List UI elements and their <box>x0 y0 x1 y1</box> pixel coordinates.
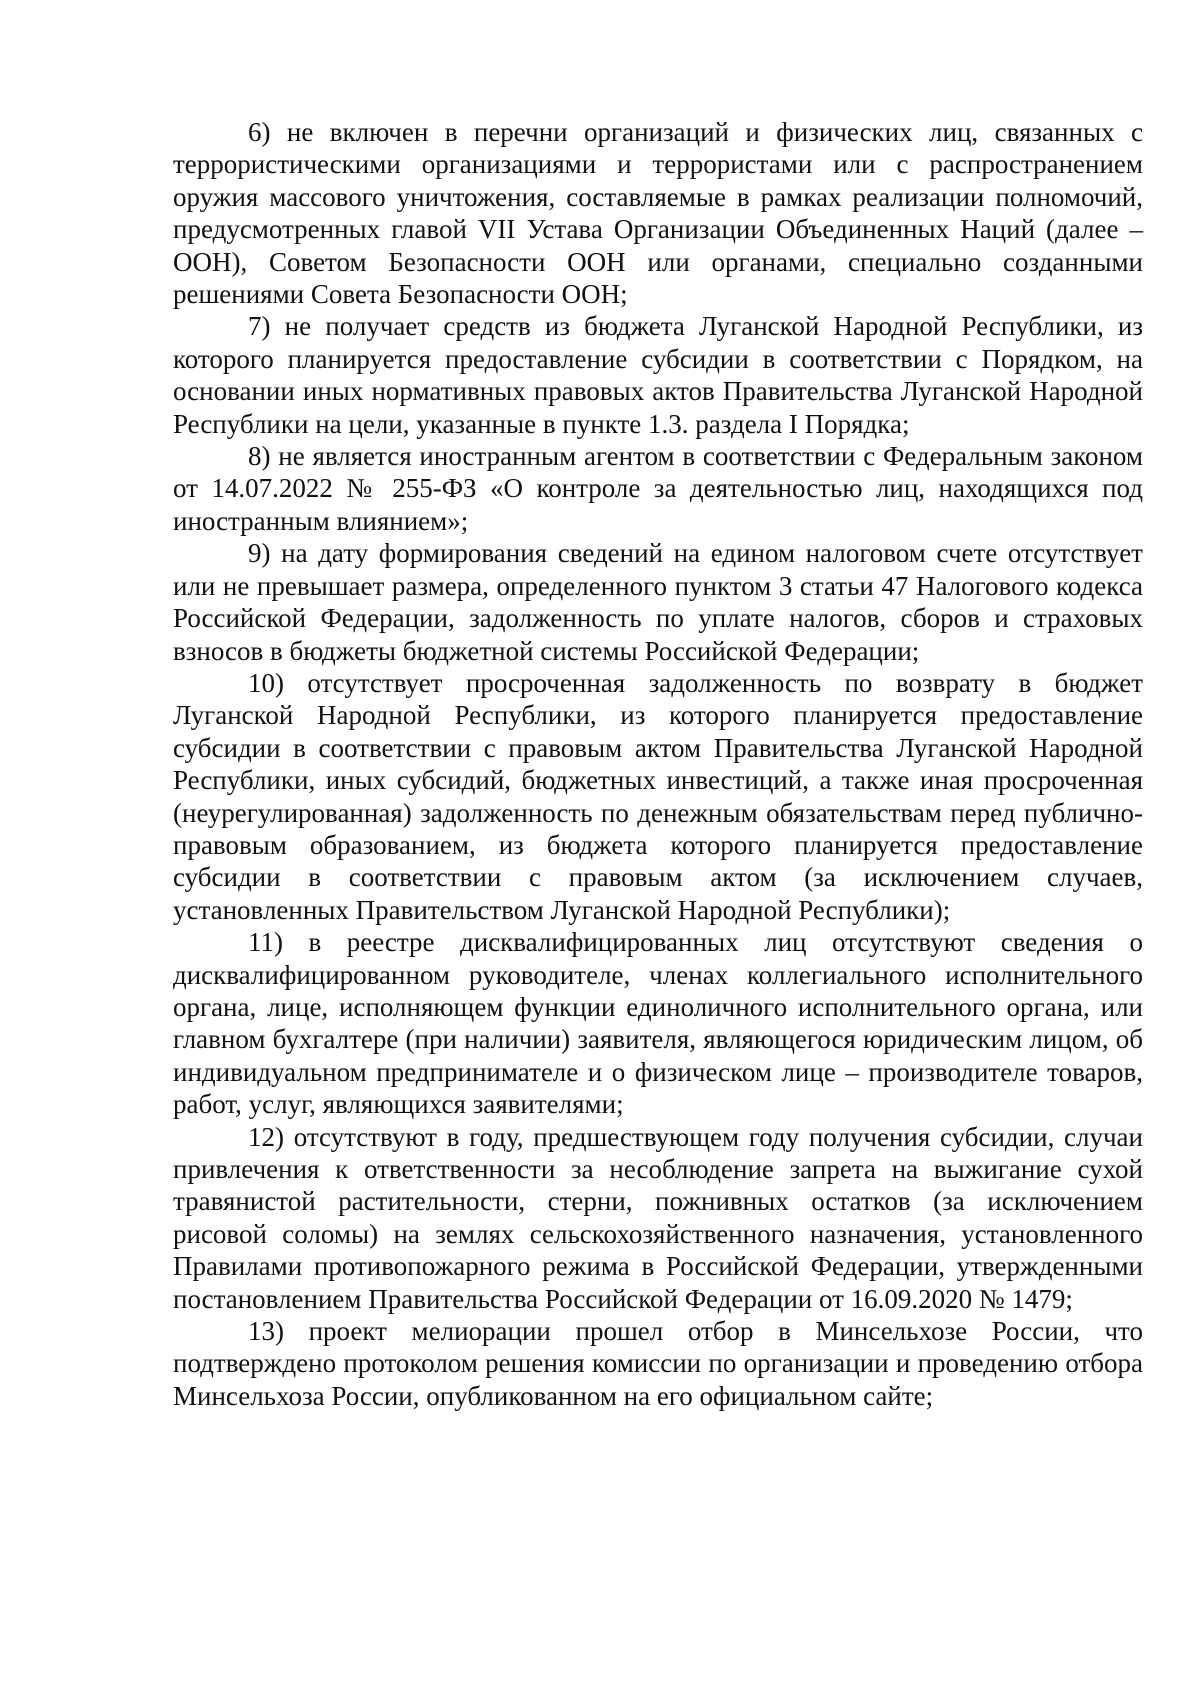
list-item-8: 8) не является иностранным агентом в соответствии с Федеральным законом от 14.07.2022 № 255-ФЗ «О контроле за деятельностью лиц, находящихся под иностранным влиянием»; <box>173 441 1143 536</box>
list-item-12: 12) отсутствуют в году, предшествующем году получения субсидии, случаи привлечения к ответственности за несоблюдение запрета на выжигание сухой травянистой растительности, стерни, пожнивных остатков (за исключением рисовой соломы) на землях сельскохозяйственного назначения, установленного Правилами противопожарного режима в Российской Федерации, утвержденными постановлением Правительства Российской Федерации от 16.09.2020 № 1479; <box>173 1121 1143 1314</box>
list-item-10: 10) отсутствует просроченная задолженность по возврату в бюджет Луганской Народной Республики, из которого планируется предоставление субсидии в соответствии с правовым актом Правительства Луганской Народной Республики, иных субсидий, бюджетных инвестиций, а также иная просроченная (неурегулированная) задолженность по денежным обязательствам перед публично-правовым образованием, из бюджета которого планируется предоставление субсидии в соответствии с правовым актом (за исключением случаев, установленных Правительством Луганской Народной Республики); <box>173 667 1143 925</box>
list-item-13: 13) проект мелиорации прошел отбор в Минсельхозе России, что подтверждено протоколом решения комиссии по организации и проведению отбора Минсельхоза России, опубликованном на его официальном сайте; <box>173 1316 1143 1411</box>
document-page <box>173 116 1143 1412</box>
list-item-6: 6) не включен в перечни организаций и физических лиц, связанных с террористическими организациями и террористами или с распространением оружия массового уничтожения, составляемые в рамках реализации полномочий, предусмотренных главой VII Устава Организации Объединенных Наций (далее – ООН), Советом Безопасности ООН или органами, специально созданными решениями Совета Безопасности ООН; <box>173 117 1143 310</box>
list-item-7: 7) не получает средств из бюджета Луганской Народной Республики, из которого планируется предоставление субсидии в соответствии с Порядком, на основании иных нормативных правовых актов Правительства Луганской Народной Республики на цели, указанные в пункте 1.3. раздела I Порядка; <box>173 311 1143 439</box>
list-item-11: 11) в реестре дисквалифицированных лиц отсутствуют сведения о дисквалифицированном руководителе, членах коллегиального исполнительного органа, лице, исполняющем функции единоличного исполнительного органа, или главном бухгалтере (при наличии) заявителя, являющегося юридическим лицом, об индивидуальном предпринимателе и о физическом лице – производителе товаров, работ, услуг, являющихся заявителями; <box>173 927 1143 1120</box>
list-item-9: 9) на дату формирования сведений на едином налоговом счете отсутствует или не превышает размера, определенного пунктом 3 статьи 47 Налогового кодекса Российской Федерации, задолженность по уплате налогов, сборов и страховых взносов в бюджеты бюджетной системы Российской Федерации; <box>173 538 1143 666</box>
